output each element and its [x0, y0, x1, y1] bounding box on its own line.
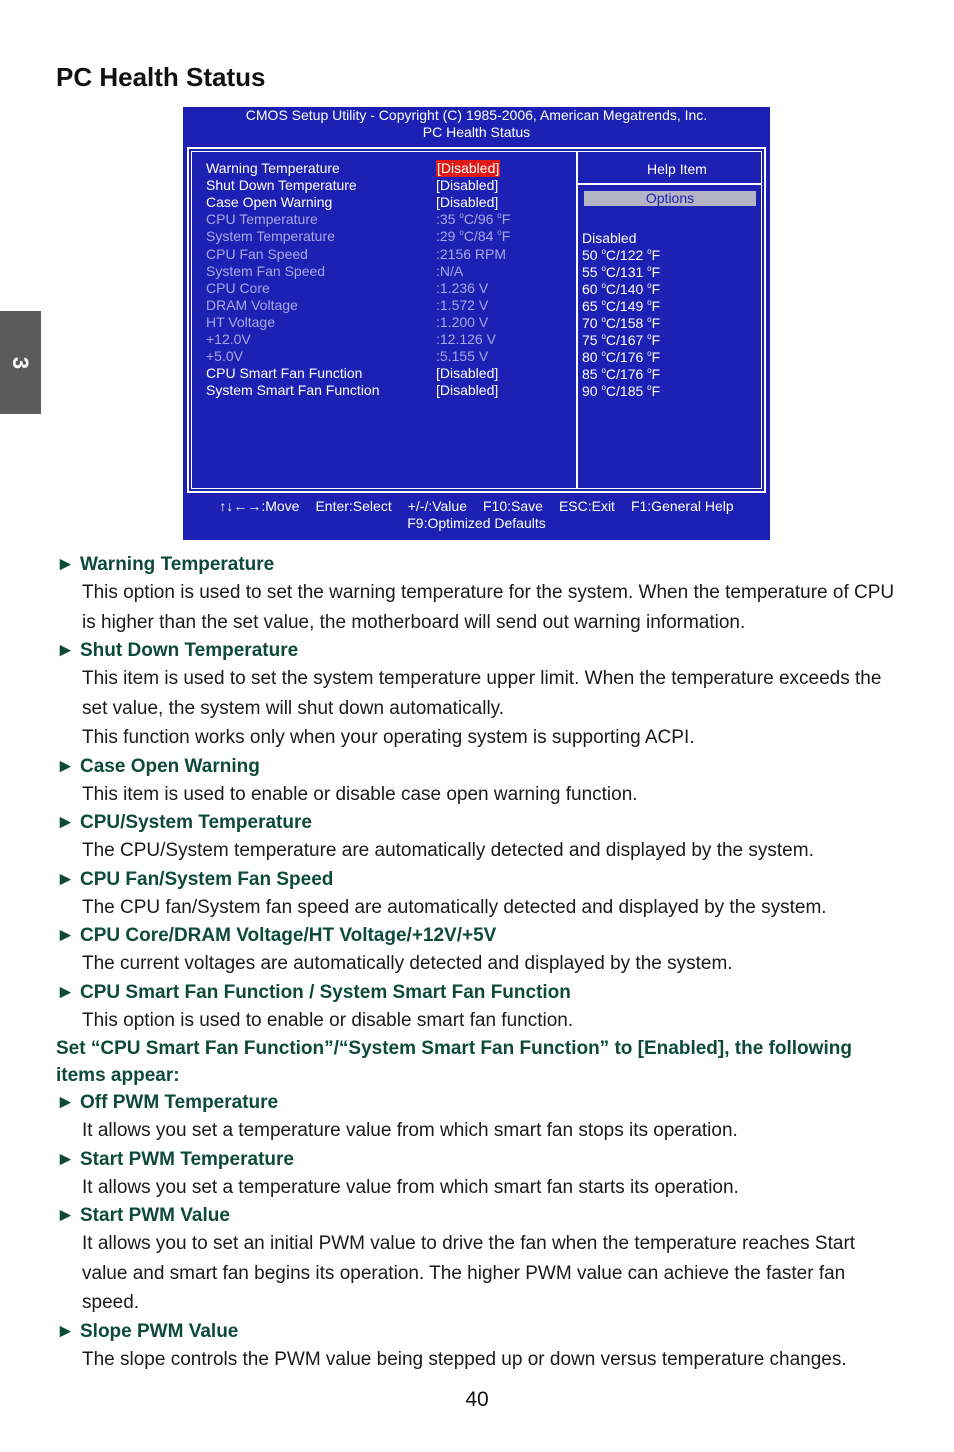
key-hint: F1:General Help — [630, 498, 734, 514]
setting-label: Case Open Warning — [206, 194, 333, 211]
section-heading-text: Start PWM Temperature — [80, 1148, 294, 1170]
section-heading-text: CPU Smart Fan Function / System Smart Fan Function — [80, 981, 571, 1003]
degree-mark: o — [647, 315, 652, 324]
section-paragraph: The CPU/System temperature are automatically detected and displayed by the system. — [82, 840, 814, 861]
key-hint: F10:Save — [483, 498, 543, 514]
degree-mark: o — [601, 298, 606, 307]
help-item-title: Help Item — [647, 161, 707, 177]
degree-mark: o — [601, 281, 606, 290]
setting-label: CPU Temperature — [206, 211, 318, 228]
section-heading — [56, 551, 896, 578]
section-heading — [56, 1202, 896, 1229]
section-paragraph: It allows you set a temperature value from which smart fan starts its operation. — [82, 1176, 739, 1198]
setting-value: :1.200 V — [436, 313, 489, 330]
degree-mark: o — [497, 228, 502, 238]
bios-header — [183, 107, 770, 141]
setting-label: DRAM Voltage — [206, 296, 298, 313]
option-item: 80 $^o$C/176 $^o$F — [582, 349, 661, 365]
section-heading-text: Shut Down Temperature — [80, 640, 299, 661]
degree-mark: o — [601, 264, 606, 273]
bullet-arrow-icon: ► — [56, 1320, 75, 1342]
setting-label: System Smart Fan Function — [206, 382, 380, 399]
option-item: Disabled — [582, 230, 637, 246]
bullet-arrow-icon: ► — [56, 981, 75, 1003]
bullet-arrow-icon: ► — [56, 1205, 75, 1226]
enabled-note: Set “CPU Smart Fan Function”/“System Smart Fan Function” to [Enabled], the following items appear: — [56, 1038, 852, 1086]
option-item: 50 $^o$C/122 $^o$F — [582, 247, 661, 263]
degree-mark: o — [601, 349, 606, 358]
setting-value[interactable]: [Disabled] — [436, 177, 499, 194]
section-paragraph: The current voltages are automatically detected and displayed by the system. — [82, 953, 733, 974]
setting-label: Warning Temperature — [206, 160, 340, 176]
section-heading — [56, 866, 896, 893]
setting-value[interactable]: [Disabled] — [436, 382, 499, 399]
setting-value: :1.236 V — [436, 279, 489, 296]
bullet-arrow-icon: ► — [56, 554, 75, 575]
section-heading — [56, 809, 896, 836]
bios-frame — [187, 147, 766, 493]
options-bar: Options — [584, 191, 756, 206]
bullet-arrow-icon: ► — [56, 868, 75, 890]
bullet-arrow-icon: ► — [56, 640, 75, 661]
degree-mark: o — [647, 264, 652, 273]
degree-mark: o — [647, 349, 652, 358]
degree-mark: o — [601, 247, 606, 256]
section-heading-text: Warning Temperature — [80, 554, 275, 575]
section-heading — [56, 922, 896, 949]
bios-inner-frame — [191, 151, 762, 489]
bullet-arrow-icon: ► — [56, 1148, 75, 1170]
degree-mark: o — [601, 383, 606, 392]
section-paragraph: This option is used to set the warning temperature for the system. When the temperature of CPU is higher than the set value, the motherboard will send out warning information. — [82, 582, 895, 633]
setting-value: :29 $^o$C/84 $^o$F — [436, 228, 511, 245]
setting-value: :1.572 V — [436, 296, 489, 313]
descriptions — [56, 551, 896, 1374]
options-list — [582, 230, 660, 400]
bios-screenshot — [183, 107, 770, 540]
key-hint: ↑↓←→:Move — [219, 498, 300, 514]
degree-mark: o — [647, 383, 652, 392]
section-heading — [56, 1089, 896, 1116]
section-paragraph: This item is used to set the system temperature upper limit. When the temperature exceeds the set value, the system will shut down automatically. — [82, 668, 882, 719]
setting-label: Shut Down Temperature — [206, 177, 357, 194]
help-separator — [578, 183, 761, 185]
setting-label: CPU Fan Speed — [206, 245, 308, 262]
degree-mark: o — [459, 211, 464, 221]
setting-label: HT Voltage — [206, 313, 276, 330]
section-paragraph: It allows you set a temperature value from which smart fan stops its operation. — [82, 1120, 738, 1141]
setting-label: CPU Core — [206, 279, 270, 296]
section-heading — [56, 1146, 896, 1173]
section-heading — [56, 753, 896, 780]
section-paragraph: The CPU fan/System fan speed are automatically detected and displayed by the system. — [82, 896, 827, 918]
degree-mark: o — [459, 228, 464, 238]
option-item: 75 $^o$C/167 $^o$F — [582, 332, 661, 348]
degree-mark: o — [601, 366, 606, 375]
bios-header-copyright: CMOS Setup Utility - Copyright (C) 1985-2006, American Megatrends, Inc. — [245, 107, 708, 123]
option-item: 70 $^o$C/158 $^o$F — [582, 315, 661, 331]
section-heading — [56, 1318, 896, 1345]
section-heading-text: Start PWM Value — [80, 1205, 230, 1226]
bullet-arrow-icon: ► — [56, 925, 75, 946]
setting-value[interactable]: [Disabled] — [437, 160, 500, 176]
section-paragraph: This function works only when your operating system is supporting ACPI. — [82, 727, 695, 748]
bullet-arrow-icon: ► — [56, 1092, 75, 1113]
section-heading-text: CPU/System Temperature — [80, 812, 312, 833]
setting-value: :2156 RPM — [436, 245, 507, 262]
degree-mark: o — [647, 281, 652, 290]
section-heading-text: CPU Core/DRAM Voltage/HT Voltage/+12V/+5V — [80, 925, 497, 946]
option-item: 55 $^o$C/131 $^o$F — [582, 264, 661, 280]
section-heading-text: Case Open Warning — [80, 755, 260, 777]
setting-label: +5.0V — [206, 348, 243, 365]
bios-divider — [576, 152, 578, 488]
degree-mark: o — [647, 332, 652, 341]
key-hint: +/-/:Value — [407, 498, 467, 514]
degree-mark: o — [647, 247, 652, 256]
section-heading-text: CPU Fan/System Fan Speed — [80, 868, 334, 890]
key-hint: ESC:Exit — [558, 498, 615, 514]
chapter-number: 3 — [8, 356, 34, 369]
section-paragraph: This item is used to enable or disable case open warning function. — [82, 783, 638, 805]
section-paragraph: This option is used to enable or disable smart fan function. — [82, 1009, 574, 1031]
degree-mark: o — [601, 332, 606, 341]
section-heading — [56, 637, 896, 664]
page-number: 40 — [465, 1388, 489, 1411]
setting-label: +12.0V — [206, 331, 251, 347]
setting-value: :12.126 V — [436, 331, 496, 347]
option-item: 65 $^o$C/149 $^o$F — [582, 298, 661, 314]
option-item: 90 $^o$C/185 $^o$F — [582, 383, 661, 399]
degree-mark: o — [647, 298, 652, 307]
degree-mark: o — [497, 211, 502, 221]
setting-label: System Fan Speed — [206, 262, 326, 279]
setting-value[interactable]: [Disabled] — [436, 194, 499, 211]
bios-header-page: PC Health Status — [422, 124, 531, 140]
section-heading — [56, 979, 896, 1006]
chapter-tab — [0, 311, 41, 414]
setting-label: System Temperature — [206, 228, 335, 245]
section-paragraph: It allows you to set an initial PWM value to drive the fan when the temperature reaches Start value and smart fan begins its operation. The higher PWM value can achieve the faster fan speed. — [82, 1233, 856, 1313]
setting-value: :5.155 V — [436, 348, 489, 365]
key-hint: Enter:Select — [315, 498, 392, 514]
degree-mark: o — [601, 315, 606, 324]
bios-key-legend-defaults: F9:Optimized Defaults — [407, 515, 546, 531]
setting-value: :N/A — [436, 262, 464, 279]
degree-mark: o — [647, 366, 652, 375]
page-title: PC Health Status — [56, 62, 266, 92]
setting-value[interactable]: [Disabled] — [436, 365, 499, 382]
option-item: 85 $^o$C/176 $^o$F — [582, 366, 661, 382]
bullet-arrow-icon: ► — [56, 812, 75, 833]
bullet-arrow-icon: ► — [56, 755, 75, 777]
section-heading-text: Off PWM Temperature — [80, 1092, 279, 1113]
section-heading-text: Slope PWM Value — [80, 1320, 239, 1342]
option-item: 60 $^o$C/140 $^o$F — [582, 281, 661, 297]
setting-label: CPU Smart Fan Function — [206, 365, 363, 382]
section-paragraph: The slope controls the PWM value being stepped up or down versus temperature changes. — [82, 1348, 847, 1370]
bios-key-legend — [183, 498, 770, 515]
setting-value: :35 $^o$C/96 $^o$F — [436, 211, 511, 228]
